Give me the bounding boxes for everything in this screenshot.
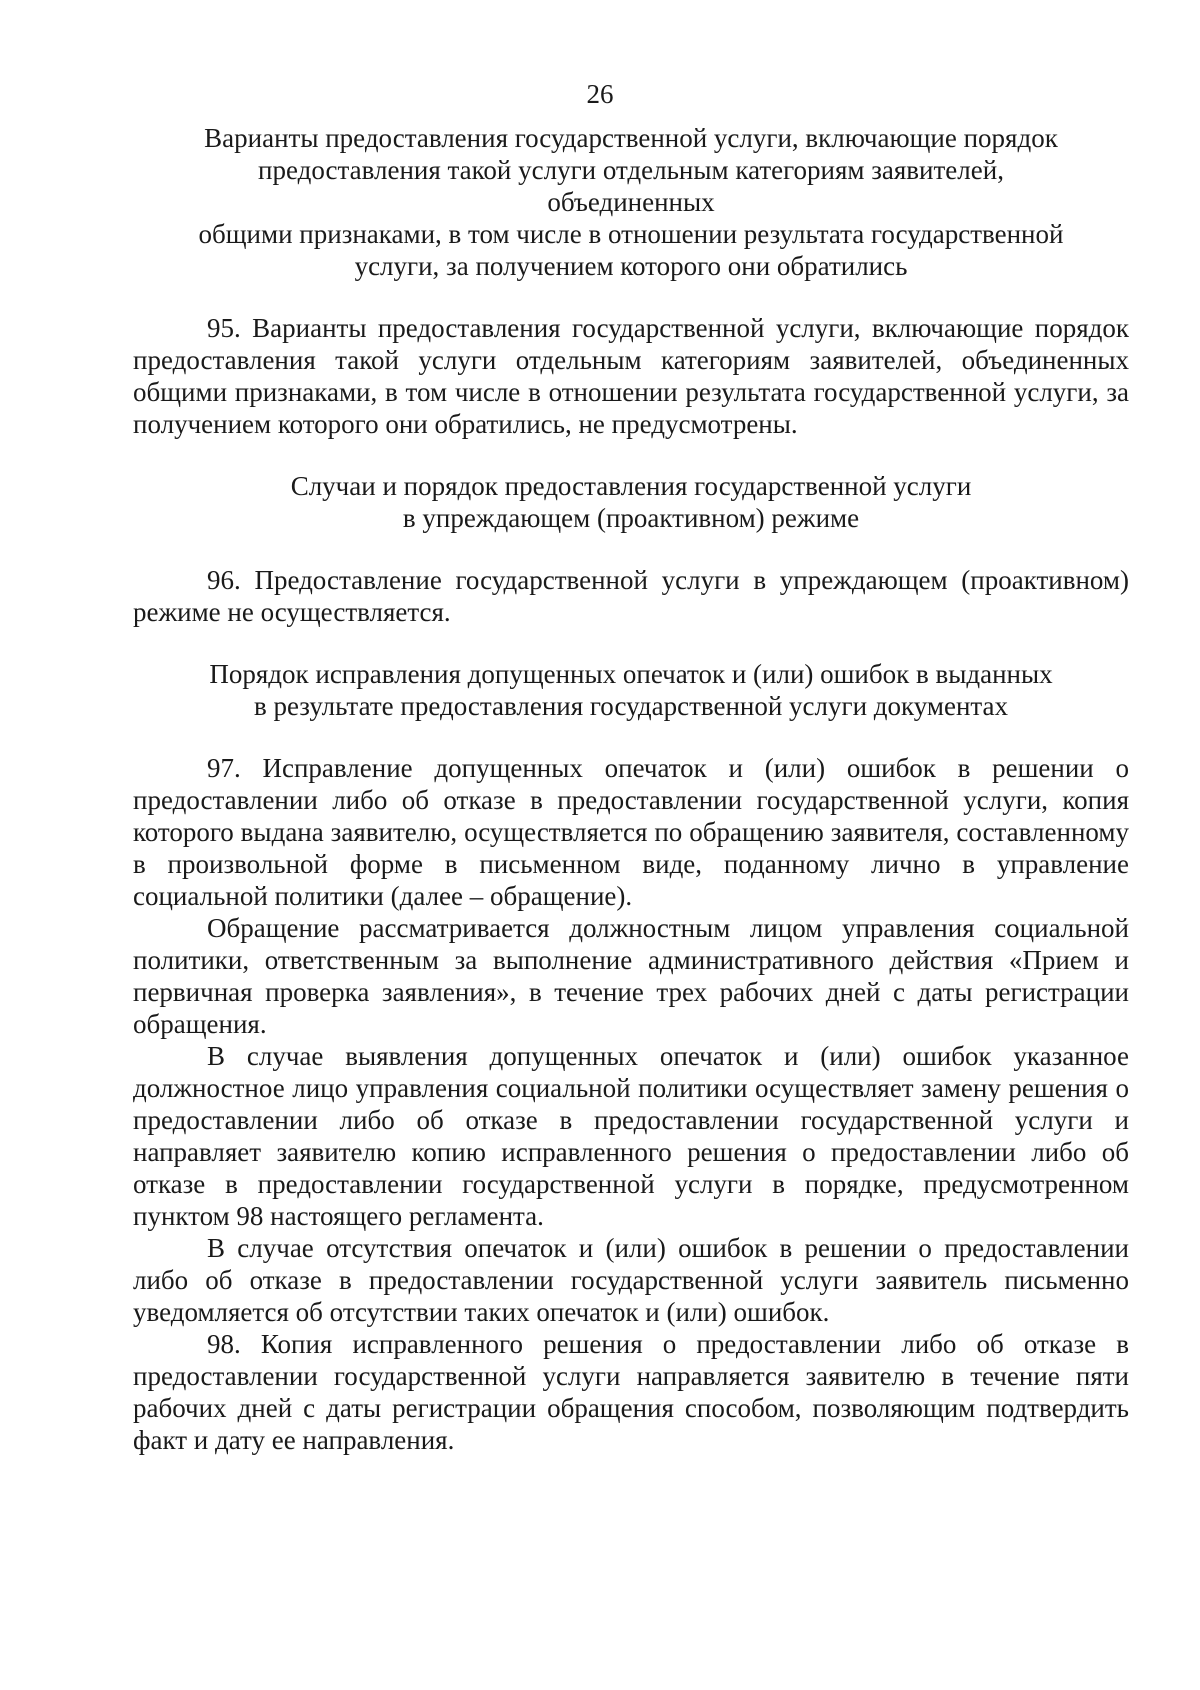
section-heading <box>133 122 1129 282</box>
paragraph-97-review: Обращение рассматривается должностным лицом управления социальной политики, ответственным за выполнение административного действия «Прием и первичная проверка заявления», в течение трех рабочих дней с даты регистрации обращения. <box>133 913 1129 1039</box>
heading-line: предоставления такой услуги отдельным категориям заявителей, объединенных <box>258 155 1004 217</box>
paragraph-95: 95. Варианты предоставления государственной услуги, включающие порядок предоставления такой услуги отдельным категориям заявителей, объединенных общими признаками, в том числе в отношении результата государственной услуги, за получением которого они обратились, не предусмотрены. <box>133 313 1129 439</box>
heading-line: Варианты предоставления государственной услуги, включающие порядок <box>204 123 1058 153</box>
heading-line: в упреждающем (проактивном) режиме <box>402 503 860 533</box>
paragraph-97-errors-found: В случае выявления допущенных опечаток и (или) ошибок указанное должностное лицо управления социальной политики осуществляет замену решения о предоставлении либо об отказе в предоставлении государственной услуги и направляет заявителю копию исправленного решения о предоставлении либо об отказе в предоставлении государственной услуги в порядке, предусмотренном пунктом 98 настоящего регламента. <box>133 1041 1129 1231</box>
paragraph-97-no-errors: В случае отсутствия опечаток и (или) ошибок в решении о предоставлении либо об отказе в предоставлении государственной услуги заявитель письменно уведомляется об отсутствии таких опечаток и (или) ошибок. <box>133 1233 1129 1327</box>
paragraph-96: 96. Предоставление государственной услуги в упреждающем (проактивном) режиме не осуществляется. <box>133 565 1129 627</box>
heading-line: Порядок исправления допущенных опечаток и (или) ошибок в выданных <box>209 659 1053 689</box>
heading-line: в результате предоставления государственной услуги документах <box>253 691 1009 721</box>
heading-line: услуги, за получением которого они обратились <box>354 251 908 281</box>
paragraph-98: 98. Копия исправленного решения о предоставлении либо об отказе в предоставлении государственной услуги направляется заявителю в течение пяти рабочих дней с даты регистрации обращения способом, позволяющим подтвердить факт и дату ее направления. <box>133 1329 1129 1455</box>
heading-line: Случаи и порядок предоставления государственной услуги <box>290 471 972 501</box>
document-body <box>133 122 1129 1456</box>
section-heading <box>133 658 1129 722</box>
paragraph-97: 97. Исправление допущенных опечаток и (или) ошибок в решении о предоставлении либо об отказе в предоставлении государственной услуги, копия которого выдана заявителю, осуществляется по обращению заявителя, составленному в произвольной форме в письменном виде, поданному лично в управление социальной политики (далее – обращение). <box>133 753 1129 911</box>
page-number: 26 <box>586 79 614 109</box>
heading-line: общими признаками, в том числе в отношении результата государственной <box>198 219 1064 249</box>
section-heading <box>133 470 1129 534</box>
